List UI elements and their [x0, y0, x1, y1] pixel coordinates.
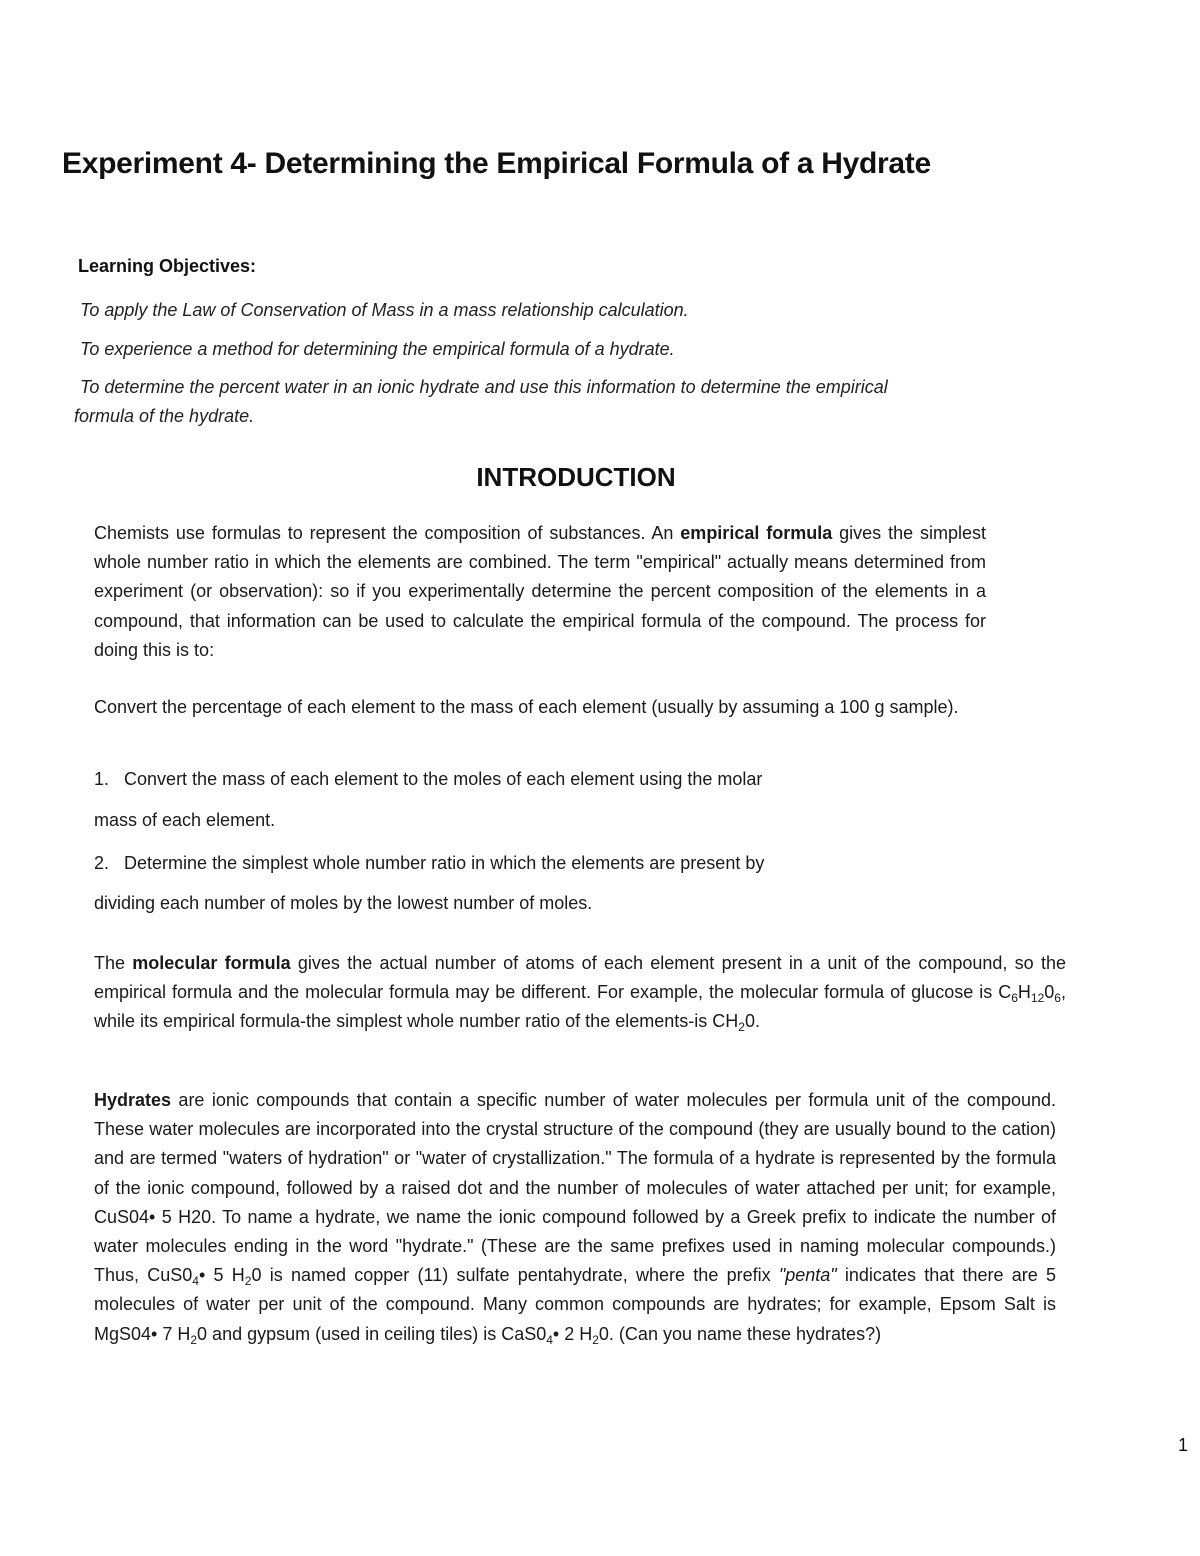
- term-empirical-formula: empirical formula: [680, 523, 833, 543]
- step-number: 1.: [94, 769, 110, 789]
- objective-item: To experience a method for determining the empirical formula of a hydrate.: [80, 339, 675, 359]
- text-run: indicates that there are 5 molecules of water per unit of the compound. Many common compounds are hydrates; for example, Epsom Salt is MgS04• 7 H: [94, 1265, 1057, 1344]
- step-1: [94, 769, 762, 790]
- step-2: [94, 853, 764, 874]
- page-title: Experiment 4- Determining the Empirical Formula of a Hydrate: [62, 147, 931, 180]
- subscript: 6: [1054, 991, 1061, 1006]
- text-run: 0 and gypsum (used in ceiling tiles) is CaS0: [197, 1323, 547, 1344]
- text-run: gives the simplest whole number ratio in which the elements are combined. The term "empirical" actually means determined from experiment (or observation): so if you experimentally determine the percent composition of the elements in a compound, that information can be used to calculate the empirical formula of the compound. The process for doing this is to:: [94, 523, 987, 660]
- subscript: 4: [192, 1274, 199, 1289]
- step-text: Determine the simplest whole number ratio in which the elements are present by: [124, 853, 765, 873]
- step-number: 2.: [94, 853, 110, 873]
- step-1-continued: mass of each element.: [94, 810, 276, 830]
- text-run: The: [94, 953, 133, 973]
- text-run: 0.: [744, 1011, 760, 1032]
- text-run: are ionic compounds that contain a specific number of water molecules per formula unit of the compound. These water molecules are incorporated into the crystal structure of the compound (they are usually bound to the cation) and are termed "waters of hydration" or "water of crystallization." The formula of a hydrate is represented by the formula of the ionic compound, followed by a raised dot and the number of molecules of water attached per unit; for example, CuS04• 5 H20. To name a hydrate, we name the ionic compound followed by a Greek prefix to indicate the number of water molecules ending in the word "hydrate." (These are the same prefixes used in naming molecular compounds.) Thus, CuS0: [94, 1090, 1056, 1286]
- learning-objectives-heading: Learning Objectives:: [78, 256, 257, 276]
- term-molecular-formula: molecular formula: [132, 953, 291, 973]
- objective-item: formula of the hydrate.: [74, 406, 255, 426]
- subscript: 2: [592, 1332, 599, 1347]
- text-run: • 5 H: [198, 1265, 245, 1286]
- objective-item: To determine the percent water in an ionic hydrate and use this information to determine the empirical: [80, 377, 888, 397]
- step-convert-percentage: Convert the percentage of each element to the mass of each element (usually by assuming a 100 g sample).: [94, 697, 959, 717]
- text-run: gives the actual number of atoms of each element present in a unit of the compound, so the empirical formula and the molecular formula may be different. For example, the molecular formula of glucose is C: [94, 953, 1066, 1003]
- text-run: • 2 H: [552, 1323, 593, 1344]
- term-hydrates: Hydrates: [94, 1090, 172, 1110]
- subscript: 4: [546, 1332, 553, 1347]
- subscript: 2: [190, 1332, 198, 1347]
- text-run: 0. (Can you name these hydrates?): [598, 1323, 882, 1344]
- text-run: 0 is named copper (11) sulfate pentahydrate, where the prefix: [251, 1265, 779, 1286]
- step-text: Convert the mass of each element to the moles of each element using the molar: [124, 769, 763, 789]
- text-run: Chemists use formulas to represent the composition of substances. An: [94, 523, 681, 543]
- subscript: 2: [244, 1274, 252, 1289]
- molecular-formula-paragraph: [94, 949, 1066, 1037]
- intro-paragraph-empirical: [94, 519, 986, 665]
- step-2-continued: dividing each number of moles by the lowest number of moles.: [94, 893, 593, 913]
- introduction-heading: INTRODUCTION: [476, 462, 676, 492]
- subscript: 6: [1011, 991, 1018, 1006]
- term-penta: "penta": [778, 1265, 837, 1286]
- subscript: 12: [1030, 991, 1045, 1006]
- page-number: 1: [1178, 1435, 1189, 1455]
- hydrates-paragraph: [94, 1086, 1056, 1349]
- objective-item: To apply the Law of Conservation of Mass in a mass relationship calculation.: [80, 300, 689, 320]
- text-run: 0: [1044, 982, 1055, 1003]
- subscript: 2: [738, 1020, 745, 1035]
- text-run: , while its empirical formula-the simplest whole number ratio of the elements-is CH: [94, 982, 1066, 1032]
- text-run: H: [1017, 982, 1031, 1003]
